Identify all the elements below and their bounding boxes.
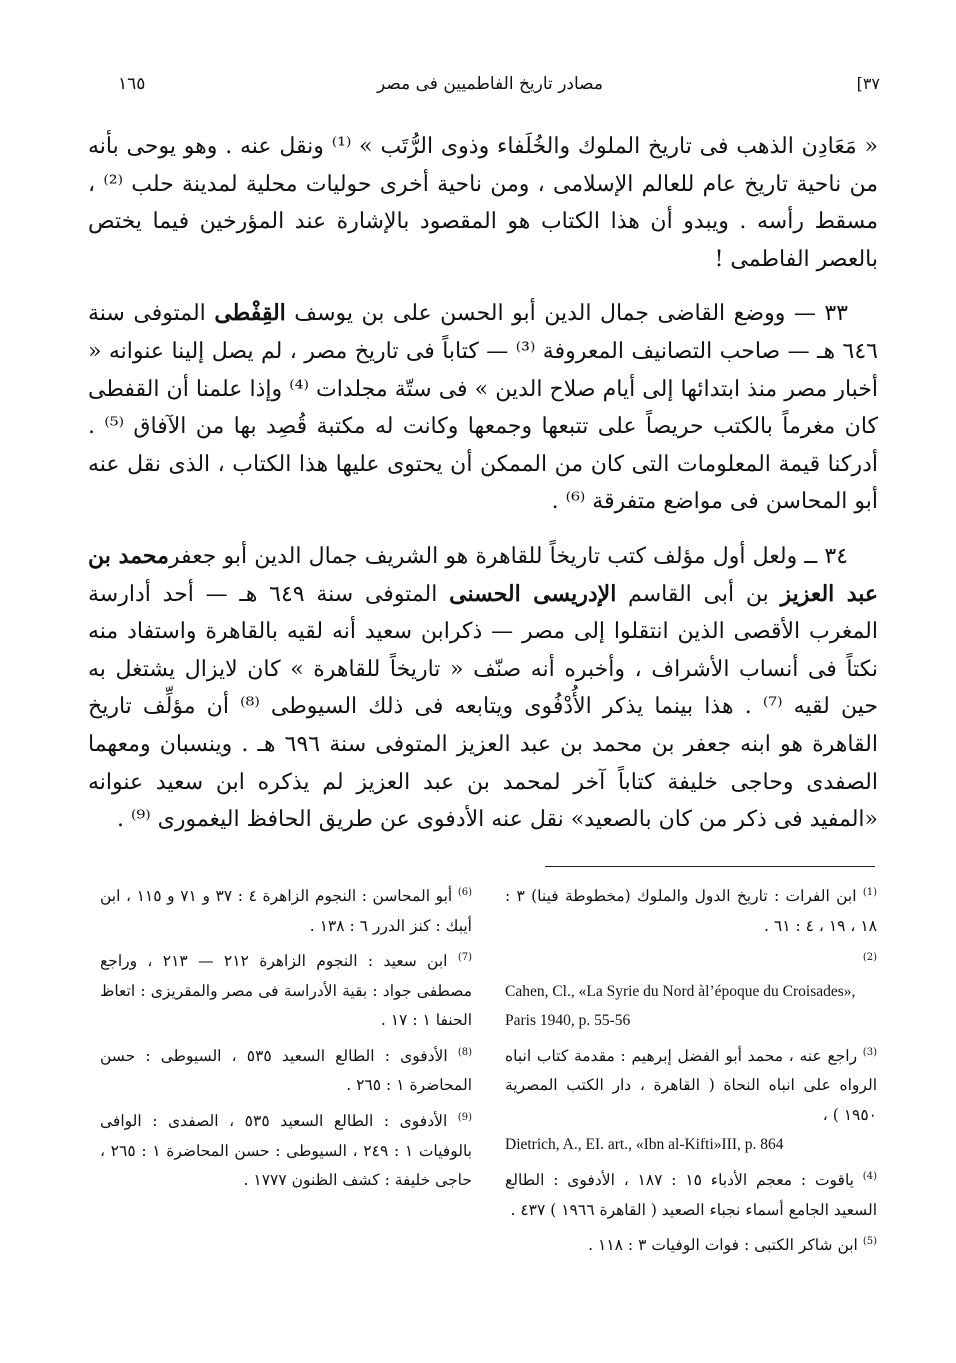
footnote-number: (5) [862,1236,877,1248]
footnote-text: ابن سعيد : النجوم الزاهرة ٢١٢ — ٢١٣ ، وراجع مصطفى جواد : بقية الأدراسة فى مصر والمقريزى : اتعاظ الحنفا ١ : ١٧ . [100,952,472,1030]
footnote-8 [100,1038,472,1101]
footnote-7 [100,943,472,1036]
footnote-text: الأدفوى : الطالع السعيد ٥٣٥ ، الصفدى : الوافى بالوفيات ١ : ٢٤٩ ، السيوطى : حسن المحاضرة ١ : ٢٦٥ ، حاجى خليفة : كشف الظنون ١٧٧٧ . [100,1112,472,1190]
footnote-text: ياقوت : معجم الأدباء ١٥ : ١٨٧ ، الأدفوى : الطالع السعيد الجامع أسماء نجباء الصعيد ( القاهرة ١٩٦٦ ) ٤٣٧ . [505,1171,877,1219]
author-name-idrisi: الإدريسى الحسنى [449,580,617,607]
running-title: مصادر تاريخ الفاطميين فى مصر [376,74,603,94]
footnote-text: ابن الفرات : تاريخ الدول والملوك (مخطوطة فينا) ٣ : ١٨ ، ١٩ ، ٤ : ٦١ . [505,887,877,935]
footnote-6 [100,878,472,941]
paragraph-33-end: المتوفى سنة ٦٤٦ هـ — صاحب التصانيف المعروفة ⁽³⁾ — كتاباً فى تاريخ مصر ، لم يصل إلينا عنوانه « أخبار مصر منذ ابتدائها إلى أيام صلاح الدين » فى ستّة مجلدات ⁽⁴⁾ وإذا علمنا أن القفطى كان مغرماً بالكتب حريصاً على تتبعها وجمعها وكانت له مكتبة قُصِد بها من الآفاق ⁽⁵⁾ . أدركنا قيمة المعلومات التى كان من الممكن أن يحتوى عليها هذا الكتاب ، الذى نقل عنه أبو المحاسن فى مواضع متفرقة ⁽⁶⁾ . [88,301,879,515]
footnotes-right-column [505,878,877,1263]
author-name-qifti: القِفْطى [214,300,286,327]
paragraph-34 [88,538,878,839]
paragraph-34-end: المتوفى سنة ٦٤٩ هـ — أحد أدارسة المغرب الأقصى الذين انتقلوا إلى مصر — ذكرابن سعيد أنه لقيه بالقاهرة واستفاد منه نكتاً فى أنساب الأشراف ، وأخبره أنه صنّف « تاريخاً للقاهرة » كان لايزال يشتغل به حين لقيه ⁽⁷⁾ . هذا بينما يذكر الأُدْفُوى ويتابعه فى ذلك السيوطى ⁽⁸⁾ أن مؤلِّف تاريخ القاهرة هو ابنه جعفر بن محمد بن عبد العزيز المتوفى سنة ٦٩٦ هـ . وينسبان ومعهما الصفدى وحاجى خليفة كتاباً آخر لمحمد بن عبد العزيز لم يذكره ابن سعيد عنوانه «المفيد فى ذكر من كان بالصعيد» نقل عنه الأدفوى عن طريق الحافظ اليغمورى ⁽⁹⁾ . [88,581,879,833]
author-name-muhammad: محمد بن عبد العزيز [88,542,879,607]
footnote-2 [505,943,877,1036]
paragraph-33 [88,295,878,521]
footnote-number: (2) [862,952,877,964]
paragraph-34-mid: بن أبى القاسم [616,581,781,607]
footnote-text: الأدفوى : الطالع السعيد ٥٣٥ ، السيوطى : حسن المحاضرة ١ : ٢٦٥ . [100,1046,472,1095]
footnote-number: (1) [862,887,877,898]
footnotes-left-column [100,878,472,1198]
footnote-latin-text: Dietrich, A., EI. art., «Ibn al-Kifti»III, p. 864 [505,1136,784,1154]
footnote-number: (9) [457,1111,472,1123]
footnote-text: راجع عنه ، محمد أبو الفضل إبرهيم : مقدمة كتاب انباه الرواه على انباه النحاة ( القاهرة ، دار الكتب المصرية ١٩٥٠ ) ، [505,1046,877,1124]
footnote-number: (8) [457,1046,472,1058]
footnote-latin-text: Cahen, Cl., «La Syrie du Nord àl’époque du Croisades», Paris 1940, p. 55-56 [505,982,856,1030]
footnote-1 [505,878,877,941]
paragraph-34-start: ٣٤ ــ ولعل أول مؤلف كتب تاريخاً للقاهرة هو الشريف جمال الدين أبو جعفر [168,543,849,569]
paragraph-33-start: ٣٣ — ووضع القاضى جمال الدين أبو الحسن على بن يوسف [285,301,848,327]
footnote-number: (4) [862,1170,877,1182]
main-text [88,128,878,839]
footnote-number: (6) [457,887,473,898]
footnote-3 [505,1038,877,1160]
catalog-mark: [٣٧ [856,74,880,93]
footnote-separator [545,866,875,867]
paragraph-1: « مَعَادِن الذهب فى تاريخ الملوك والخُلَفاء وذوى الرُّتَب » ⁽¹⁾ ونقل عنه . وهو يوحى بأنه من ناحية تاريخ عام للعالم الإسلامى ، ومن ناحية أخرى حوليات محلية لمدينة حلب ⁽²⁾ ، مسقط رأسه . ويبدو أن هذا الكتاب هو المقصود بالإشارة عند المؤرخين فيما يختص بالعصر الفاطمى ! [88,134,878,272]
footnote-5 [505,1227,877,1261]
footnote-number: (7) [457,952,472,964]
footnote-4 [505,1162,877,1225]
page-number: ١٦٥ [118,74,146,94]
footnote-number: (3) [862,1046,877,1058]
page-header [100,70,880,106]
footnote-9 [100,1103,472,1196]
footnote-text: ابن شاكر الكتبى : فوات الوفيات ٣ : ١١٨ . [588,1236,858,1255]
footnote-text: أبو المحاسن : النجوم الزاهرة ٤ : ٣٧ و ٧١ و ١١٥ ، ابن أيبك : كنز الدرر ٦ : ١٣٨ . [100,887,472,935]
